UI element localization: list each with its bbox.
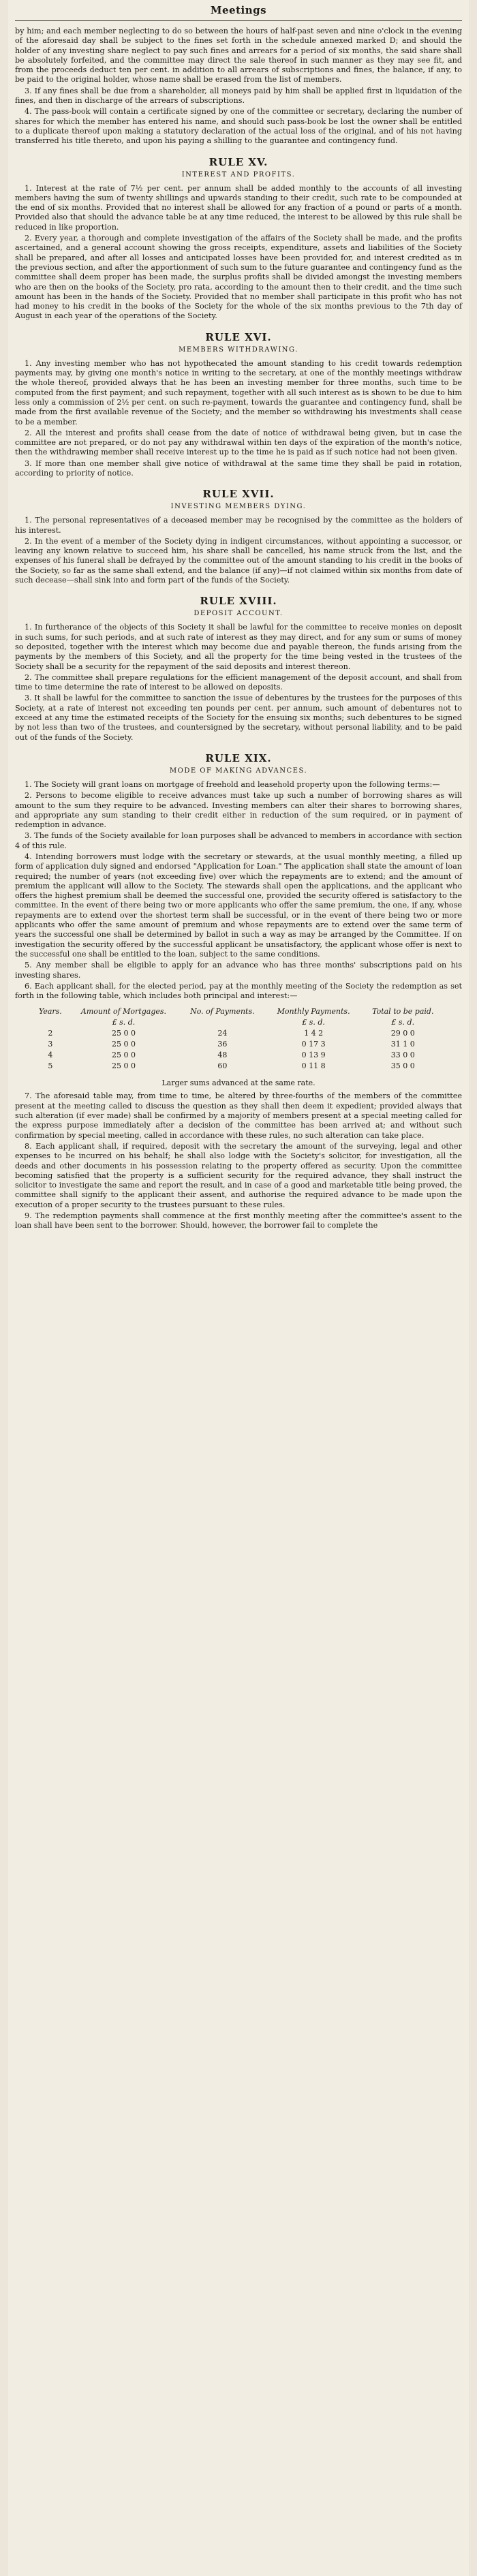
rule-heading: RULE XVI.	[205, 330, 272, 343]
table-cell: 4	[48, 1051, 53, 1060]
table-row	[33, 1039, 444, 1050]
rule-xix	[15, 752, 462, 1231]
table-cell: 24	[217, 1029, 228, 1038]
intro-section	[15, 27, 462, 146]
rule-xv	[15, 156, 462, 322]
rule-paragraph: 6. Each applicant shall, for the elected period, pay at the monthly meeting of the Society the redemption as set forth in the following table, which includes both principal and interest:—	[15, 981, 462, 1001]
rule-paragraph: 8. Each applicant shall, if required, deposit with the secretary the amount of the surveying, legal and other expenses to be incurred on his behalf; he shall also lodge with the Society's solicitor, for investigation, all the deeds and other documents in his possession relating to the property offered as security. Upon the committee becoming satisfied that the property is a sufficient security for the required advance, they shall instruct the solicitor to investigate the same and report the result, and in case of a good and marketable title being proved, the committee shall signify to the applicant their assent, and authorise the required advance to be made upon the execution of a proper security to the trustees pursuant to these rules.	[15, 1141, 462, 1209]
rule-paragraph: 1. Interest at the rate of 7½ per cent. per annum shall be added monthly to the accounts of all investing members having the sum of twenty shillings and upwards standing to their credit, such rate to be compounded at the end of six months. Provided that no interest shall be allowed for any fraction of a pound or parts of a month. Provided also that should the advance table be at any time reduced, the interest to be allowed by this rule shall be reduced in like proportion.	[15, 183, 462, 232]
rule-paragraph: 2. All the interest and profits shall cease from the date of notice of withdrawal being given, but in case the committee are not prepared, or do not pay any withdrawal within ten days of the expiration of the month's notice, then the withdrawing member shall receive interest up to the time he is paid as if such notice had not been given.	[15, 428, 462, 457]
unit-cell: £ s. d.	[112, 1018, 136, 1027]
intro-paragraph: 3. If any fines shall be due from a shareholder, all moneys paid by him shall be applied first in liquidation of the fines, and then in discharge of the arrears of subscriptions.	[15, 86, 462, 106]
table-units-row	[33, 1017, 444, 1028]
table-cell: 0 11 8	[301, 1061, 326, 1071]
table-cell: 60	[217, 1061, 228, 1071]
column-header: Total to be paid.	[372, 1007, 434, 1017]
rule-paragraph: 1. The personal representatives of a deceased member may be recognised by the committee as the holders of his interest.	[15, 516, 462, 535]
table-row	[33, 1061, 444, 1072]
advances-table	[33, 1006, 444, 1072]
column-header: Monthly Payments.	[277, 1007, 350, 1017]
table-header-row	[33, 1006, 444, 1017]
rule-paragraph: 5. Any member shall be eligible to apply for an advance who has three months' subscriptions paid on his investing shares.	[15, 961, 462, 980]
rule-heading: RULE XVII.	[202, 488, 275, 501]
rule-xvii	[15, 488, 462, 585]
table-cell: 33 0 0	[390, 1051, 415, 1060]
rule-subheading: MEMBERS WITHDRAWING.	[179, 345, 298, 354]
unit-cell	[179, 1017, 265, 1028]
table-cell: 31 1 0	[390, 1040, 415, 1049]
intro-paragraph: by him; and each member neglecting to do so between the hours of half-past seven and nine o'clock in the evening of the aforesaid day shall be subject to the fines set forth in the schedule annexed marked D; and should the holder of any investing share neglect to pay such fines and arrears for a period of six months, the said share shall be absolutely forfeited, and the committee may direct the sale thereof in such manner as they may see fit, and from the proceeds deduct ten per cent. in addition to all arrears of subscriptions and fines, the balance, if any, to be paid to the original holder, whose name shall be erased from the list of members.	[15, 27, 462, 84]
rule-paragraph: 2. In the event of a member of the Society dying in indigent circumstances, without appointing a successor, or leaving any known relative to succeed him, his share shall be cancelled, his name struck from the list, and the expenses of his funeral shall be defrayed by the committee out of the amount standing to his credit in the books of the Society, so far as the same shall extend, and the balance (if any)—if not claimed within six months from date of such decease—shall sink into and form part of the funds of the Society.	[15, 536, 462, 585]
table-cell: 0 17 3	[301, 1040, 326, 1049]
table-note: Larger sums advanced at the same rate.	[161, 1078, 316, 1088]
rule-paragraph: 1. Any investing member who has not hypothecated the amount standing to his credit towards redemption payments may, by giving one month's notice in writing to the secretary, at one of the monthly meetings withdraw the whole thereof, provided always that he has been an investing member for three months, such time to be computed from the first payment; and such repayment, together with all such interest as is shown to be due to him less only a commission of 2½ per cent. on such re-payment, towards the guarantee and contingency fund, shall be made from the first available revenue of the Society; and the member so withdrawing his investments shall cease to be a member.	[15, 358, 462, 426]
rule-xviii	[15, 595, 462, 743]
page	[8, 0, 469, 2576]
intro-paragraph: 4. The pass-book will contain a certificate signed by one of the committee or secretary, declaring the number of shares for which the member has entered his name, and should such pass-book be lost the owner shall be entitled to a duplicate thereof upon making a statutory declaration of the actual loss of the original, and of his not having transferred his title thereto, and upon his paying a shilling to the guarantee and contingency fund.	[15, 107, 462, 146]
rule-paragraph: 7. The aforesaid table may, from time to time, be altered by three-fourths of the members of the committee present at the meeting called to discuss the question as they shall then deem it expedient; provided always that such alteration (if ever made) shall be confirmed by a majority of members present at a special meeting called for the express purpose immediately after a decision of the committee has been arrived at; and without such confirmation by special meeting, called in accordance with these rules, no such alteration can take place.	[15, 1091, 462, 1140]
table-cell: 25 0 0	[111, 1061, 136, 1071]
rule-heading: RULE XV.	[209, 155, 268, 168]
rule-heading: RULE XIX.	[205, 751, 272, 764]
table-cell: 35 0 0	[390, 1061, 415, 1071]
rule-subheading: DEPOSIT ACCOUNT.	[194, 610, 283, 618]
rule-paragraph: 2. The committee shall prepare regulations for the efficient management of the deposit account, and shall from time to time determine the rate of interest to be allowed on deposits.	[15, 672, 462, 692]
rule-paragraph: 1. The Society will grant loans on mortgage of freehold and leasehold property upon the following terms:—	[25, 779, 440, 789]
table-row	[33, 1050, 444, 1061]
table-cell: 29 0 0	[390, 1029, 415, 1038]
table-row	[33, 1028, 444, 1039]
rule-heading: RULE XVIII.	[200, 595, 277, 608]
table-cell: 3	[48, 1040, 53, 1049]
rule-paragraph: 9. The redemption payments shall commence at the first monthly meeting after the committee's assent to the loan shall have been sent to the borrower. Should, however, the borrower fail to complete the	[15, 1211, 462, 1230]
rule-subheading: INVESTING MEMBERS DYING.	[170, 503, 307, 511]
rule-subheading: INTEREST AND PROFITS.	[181, 170, 296, 179]
rule-paragraph: 1. In furtherance of the objects of this Society it shall be lawful for the committee to receive monies on deposit in such sums, for such periods, and at such rate of interest as they may direct, and for any sum or sums of money so deposited, together with the interest which may become due and payable thereon, the funds arising from the payments by the members of this Society, and all the property for the time being vested in the trustees of the Society shall be a security for the repayment of the said deposits and interest thereon.	[15, 623, 462, 671]
rule-paragraph: 4. Intending borrowers must lodge with the secretary or stewards, at the usual monthly meeting, a filled up form of application duly signed and endorsed "Application for Loan." The application shall state the amount of loan required; the number of years (not exceeding five) over which the repayments are to extend; and the amount of premium the applicant will allow to the Society. The stewards shall open the applications, and the applicant who offers the highest premium shall be deemed the successful one, provided the security offered is satisfactory to the committee. In the event of there being two or more applicants who offer the same premium, the one, if any, whose repayments are to extend over the shortest term shall be successful, or in the event of there being two or more applicants who offer the same amount of premium and whose repayments are to extend over the same term of years the successful one shall be determined by ballot in such a way as may be arranged by the Committee. If on investigation the security offered by the successful applicant be unsatisfactory, the applicant whose offer is next to the successful one shall be entitled to the loan, subject to the same conditions.	[15, 852, 462, 959]
table-cell: 5	[48, 1061, 53, 1071]
running-head	[15, 0, 462, 21]
unit-cell: £ s. d.	[302, 1018, 325, 1027]
rule-paragraph: 3. If more than one member shall give notice of withdrawal at the same time they shall be paid in rotation, according to priority of notice.	[15, 459, 462, 478]
rule-paragraph: 2. Every year, a thorough and complete investigation of the affairs of the Society shall be made, and the profits ascertained, and a general account showing the gross receipts, expenditure, assets and liabilities of the Society shall be prepared, and after all losses and anticipated losses have been provided for, and interest credited as in the previous section, and after the apportionment of such sum to the future guarantee and contingency fund as the committee shall deem proper has been made, the surplus profits shall be divided amongst the investing members who are then on the books of the Society, pro rata, according to the amount then to their credit, and the time such amount has been in the hands of the Society. Provided that no member shall participate in this profit who has not had money to his credit in the books of the Society for the whole of the six months previous to the 7th day of August in each year of the operations of the Society.	[15, 234, 462, 321]
rule-paragraph: 3. It shall be lawful for the committee to sanction the issue of debentures by the trustees for the purposes of this Society, at a rate of interest not exceeding ten pounds per cent. per annum, such amount of debentures not to exceed at any time the estimated receipts of the Society for the ensuing six months; such debentures to be signed by not less than two of the trustees, and countersigned by the secretary, without personal liability, and to be paid out of the funds of the Society.	[15, 694, 462, 742]
table-cell: 2	[48, 1029, 53, 1038]
rule-subheading: MODE OF MAKING ADVANCES.	[169, 766, 308, 775]
page-title: Meetings	[210, 4, 267, 16]
rule-paragraph: 2. Persons to become eligible to receive advances must take up such a number of borrowing shares as will amount to the sum they require to be advanced. Investing members can alter their shares to borrowing shares, and appropriate any sum standing to their credit either in reduction of the sum required, or in payment of redemption in advance.	[15, 791, 462, 830]
column-header: Years.	[39, 1007, 62, 1017]
rule-paragraph: 3. The funds of the Society available for loan purposes shall be advanced to members in accordance with section 4 of this rule.	[15, 831, 462, 850]
table-cell: 25 0 0	[111, 1051, 136, 1060]
column-header: No. of Payments.	[190, 1007, 255, 1017]
column-header: Amount of Mortgages.	[80, 1007, 167, 1017]
table-cell: 25 0 0	[111, 1029, 136, 1038]
table-cell: 25 0 0	[111, 1040, 136, 1049]
unit-cell	[33, 1017, 67, 1028]
table-cell: 0 13 9	[301, 1051, 326, 1060]
unit-cell: £ s. d.	[391, 1018, 415, 1027]
table-cell: 36	[217, 1040, 228, 1049]
rule-xvi	[15, 331, 462, 479]
table-cell: 48	[217, 1051, 228, 1060]
table-cell: 1 4 2	[304, 1029, 324, 1038]
